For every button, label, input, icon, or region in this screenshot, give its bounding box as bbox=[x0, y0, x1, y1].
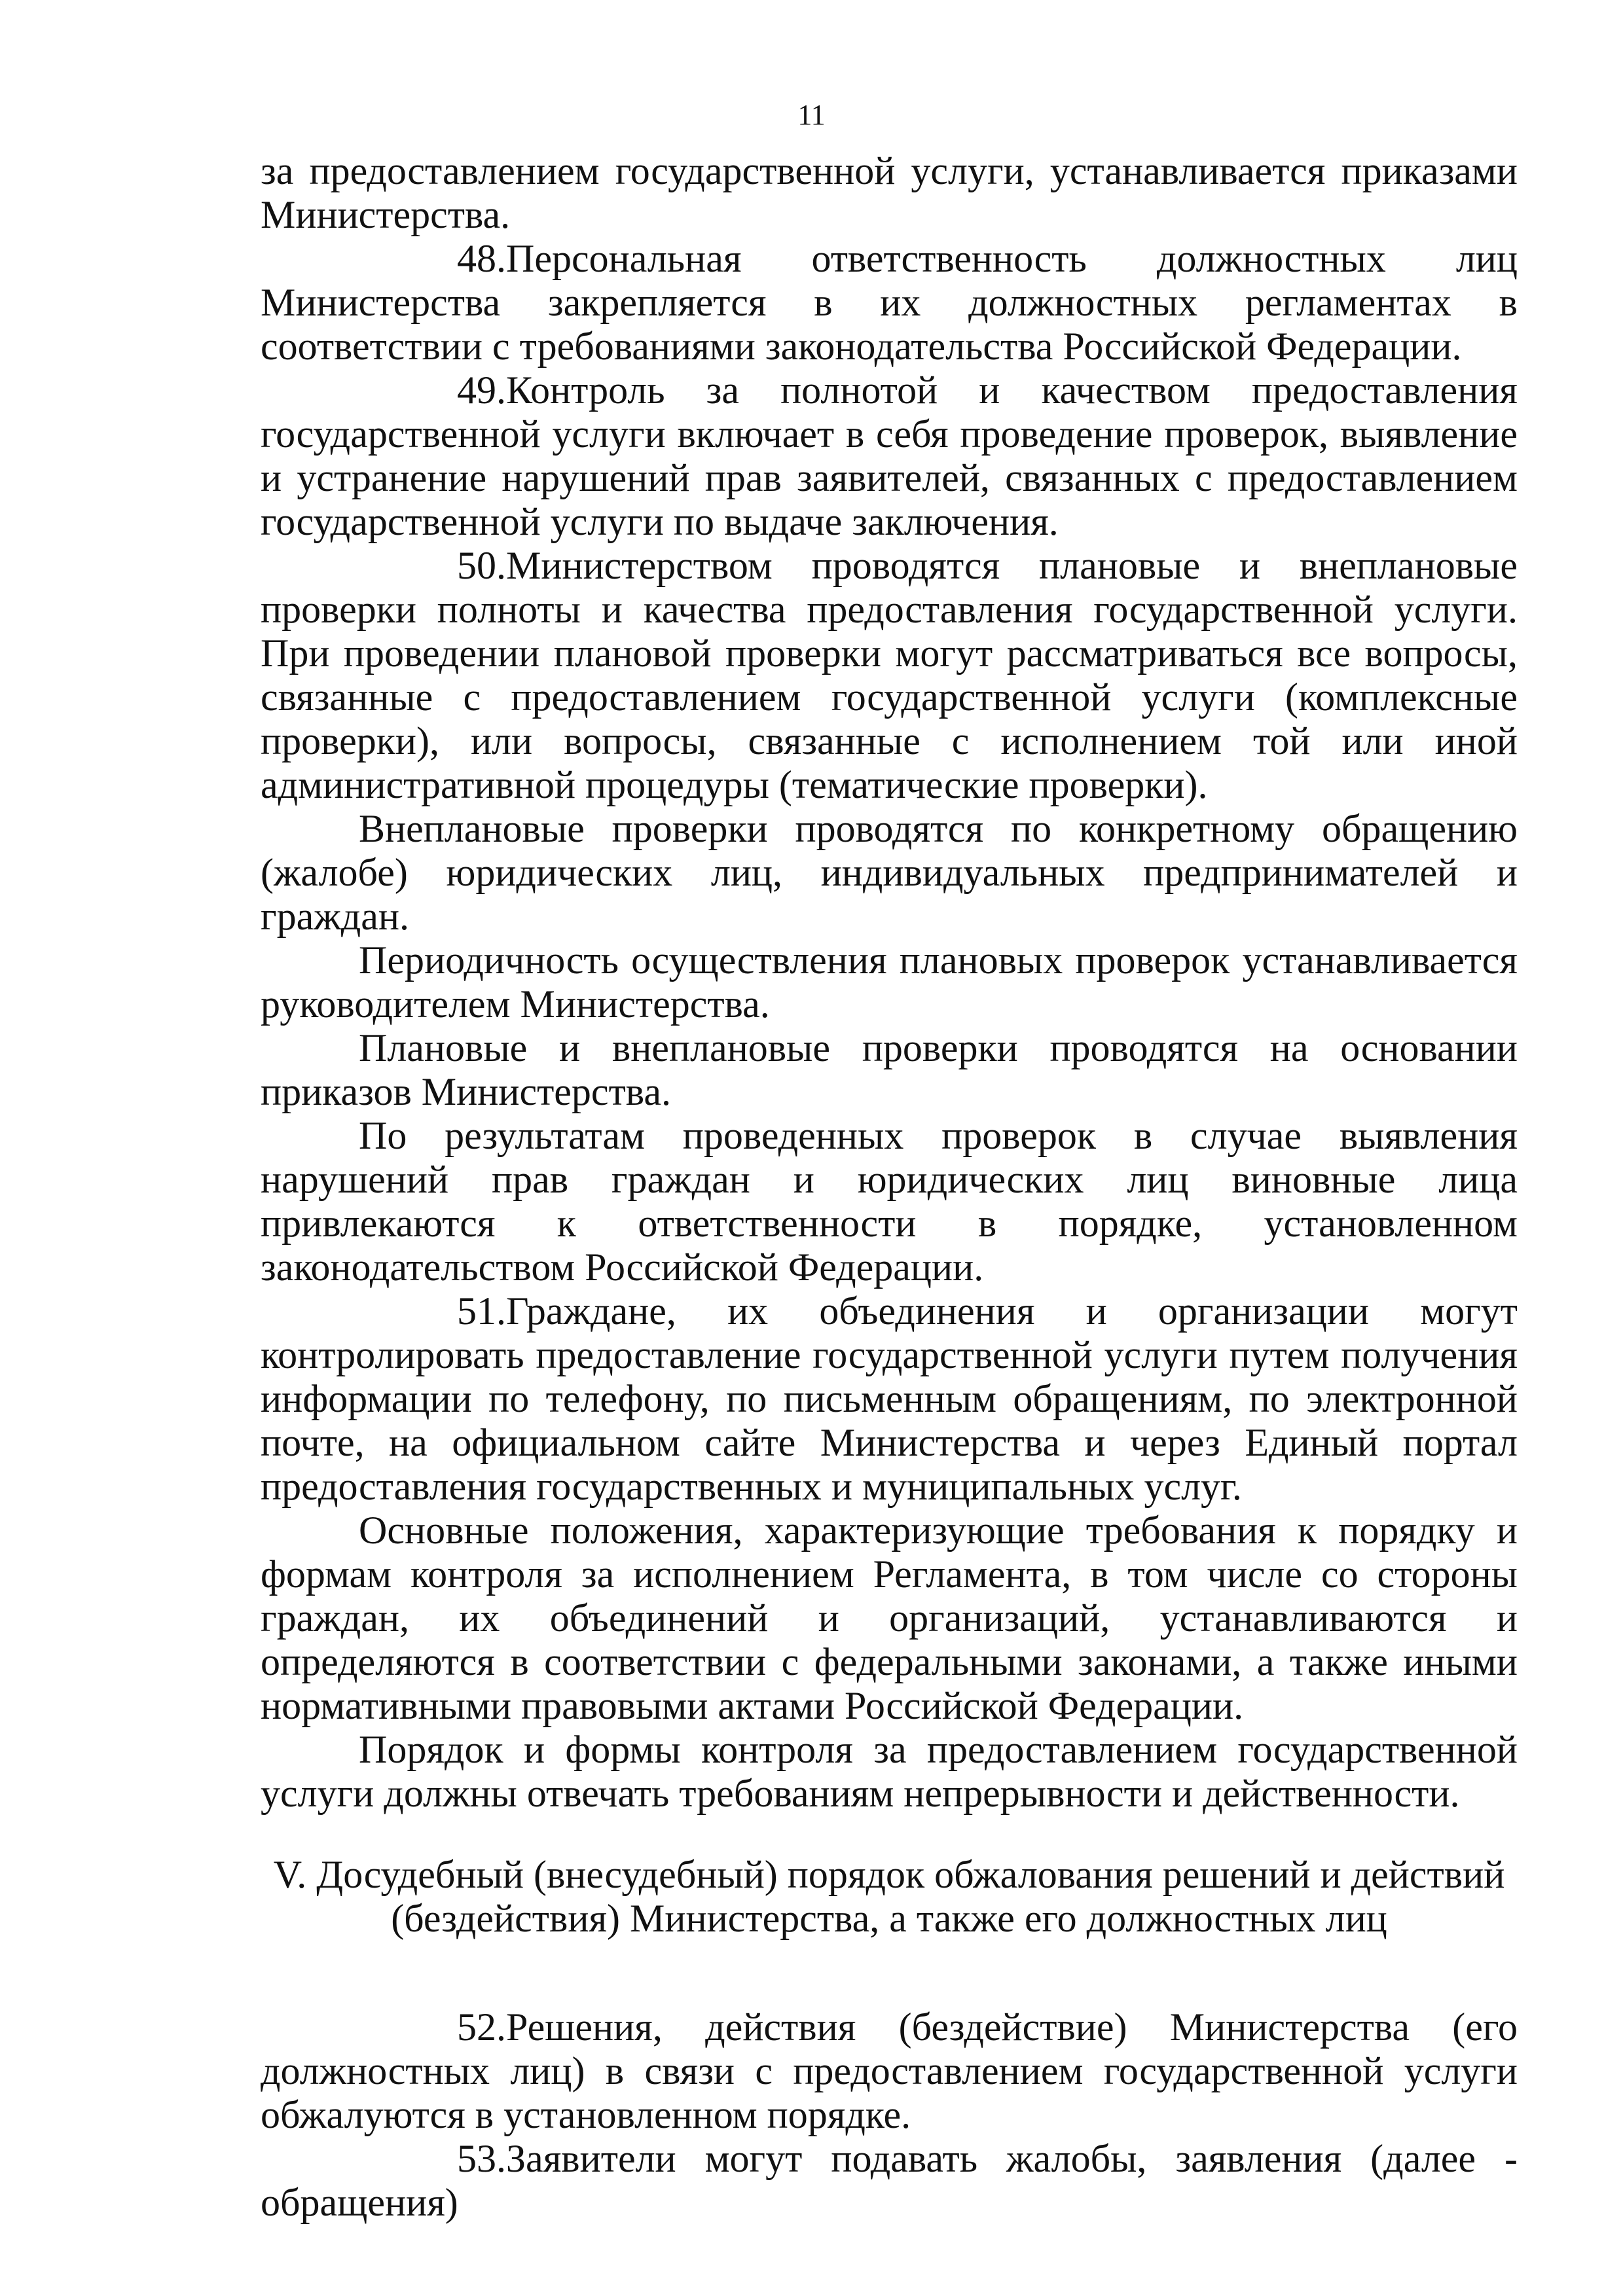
paragraph-inspection-results: По результатам проведенных проверок в случае выявления нарушений прав граждан и юридических лиц виновные лица привлекаются к ответственности в порядке, установленном законодательством Российской Федерации. bbox=[261, 1114, 1518, 1289]
paragraph-48: 48.Персональная ответственность должностных лиц Министерства закрепляется в их должностных регламентах в соответствии с требованиями законодательства Российской Федерации. bbox=[261, 237, 1518, 368]
paragraph-control-forms: Порядок и формы контроля за предоставлением государственной услуги должны отвечать требованиям непрерывности и действенности. bbox=[261, 1728, 1518, 1815]
paragraph-number: 51. bbox=[457, 1289, 506, 1333]
paragraph-periodicity: Периодичность осуществления плановых проверок устанавливается руководителем Министерства. bbox=[261, 939, 1518, 1026]
paragraph-number: 52. bbox=[457, 2005, 506, 2049]
page-number: 11 bbox=[797, 99, 826, 131]
section-heading bbox=[261, 1853, 1518, 1941]
section-heading-line-1: V. Досудебный (внесудебный) порядок обжалования решений и действий bbox=[273, 1853, 1505, 1896]
paragraph-number: 48. bbox=[457, 237, 506, 280]
paragraph-control-provisions: Основные положения, характеризующие требования к порядку и формам контроля за исполнением Регламента, в том числе со стороны граждан, их объединений и организаций, устанавливаются и определяются в соответствии с федеральными законами, а также иными нормативными правовыми актами Российской Федерации. bbox=[261, 1509, 1518, 1727]
paragraph-50: 50.Министерством проводятся плановые и внеплановые проверки полноты и качества предоставления государственной услуги. При проведении плановой проверки могут рассматриваться все вопросы, связанные с предоставлением государственной услуги (комплексные проверки), или вопросы, связанные с исполнением той или иной административной процедуры (тематические проверки). bbox=[261, 544, 1518, 806]
section-heading-line-2: (бездействия) Министерства, а также его должностных лиц bbox=[391, 1897, 1387, 1940]
paragraph-unplanned-inspections: Внеплановые проверки проводятся по конкретному обращению (жалобе) юридических лиц, индивидуальных предпринимателей и граждан. bbox=[261, 807, 1518, 938]
paragraph-53: 53.Заявители могут подавать жалобы, заявления (далее - обращения) bbox=[261, 2137, 1518, 2224]
paragraph-51: 51.Граждане, их объединения и организации могут контролировать предоставление государственной услуги путем получения информации по телефону, по письменным обращениям, по электронной почте, на официальном сайте Министерства и через Единый портал предоставления государственных и муниципальных услуг. bbox=[261, 1289, 1518, 1508]
paragraph-number: 50. bbox=[457, 544, 506, 587]
paragraph-inspection-orders: Плановые и внеплановые проверки проводятся на основании приказов Министерства. bbox=[261, 1026, 1518, 1113]
paragraph-49: 49.Контроль за полнотой и качеством предоставления государственной услуги включает в себя проведение проверок, выявление и устранение нарушений прав заявителей, связанных с предоставлением государственной услуги по выдаче заключения. bbox=[261, 368, 1518, 543]
paragraph-52: 52.Решения, действия (бездействие) Министерства (его должностных лиц) в связи с предоставлением государственной услуги обжалуются в установленном порядке. bbox=[261, 2005, 1518, 2136]
paragraph-number: 49. bbox=[457, 368, 506, 412]
paragraph-continuation: за предоставлением государственной услуги, устанавливается приказами Министерства. bbox=[261, 149, 1518, 236]
body-text bbox=[261, 149, 1518, 2225]
paragraph-number: 53. bbox=[457, 2137, 506, 2180]
